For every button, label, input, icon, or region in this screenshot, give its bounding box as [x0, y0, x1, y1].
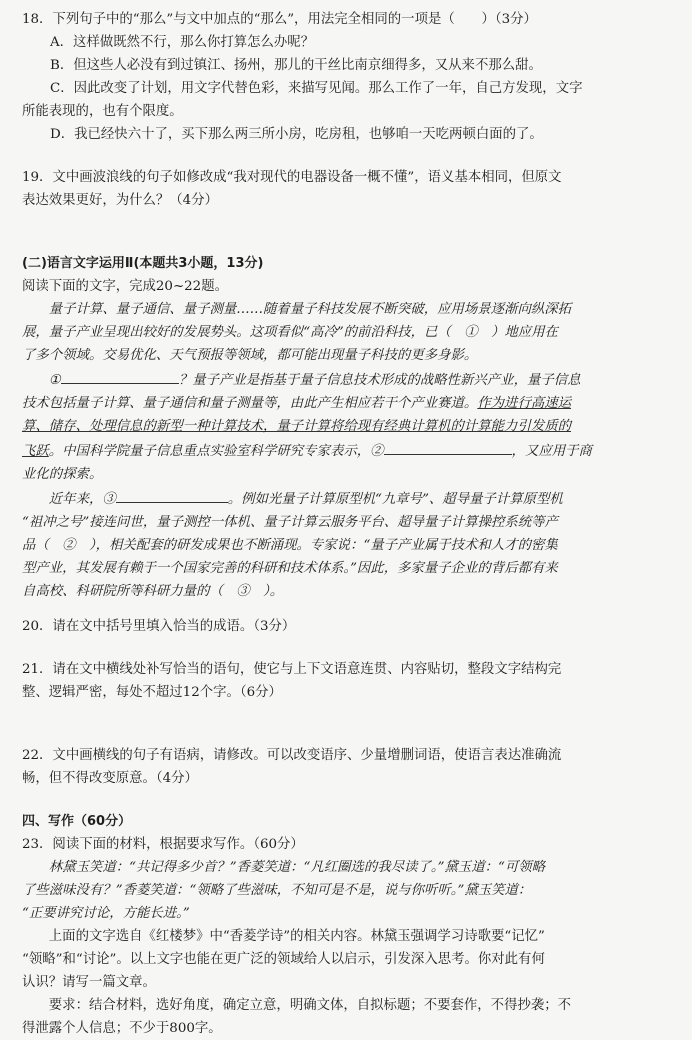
passage-p3-line1: 近年来，③ 。例如光量子计算原型机“九章号”、超导量子计算原型机 — [22, 486, 652, 511]
section2-title: (二)语言文字运用Ⅱ(本题共3小题，13分) — [22, 256, 264, 271]
faulty-sentence-part2: 算、储存、处理信息的新型一种计算技术，量子计算将给现有经典计算机的计算能力引发质的 — [22, 419, 572, 434]
q18-option-b: B．但这些人必没有到过镇江、扬州，那儿的干丝比南京细得多，又从来不那么甜。 — [50, 58, 542, 73]
material-line2: 了些滋味没有？”香菱笑道：“领略了些滋味，不知可是不是，说与你听听。”黛玉笑道： — [22, 883, 532, 898]
q18-option-c-cont: 所能表现的，也有个限度。 — [22, 104, 183, 119]
q22-line1: 22．文中画横线的句子有语病，请修改。可以改变语序、少量增删词语，使语言表达准确流 — [22, 748, 562, 763]
q18-option-d: D．我已经快六十了，买下那么两三所小房，吃房租，也够咱一天吃两顿白面的了。 — [50, 127, 543, 142]
blank-3 — [116, 486, 228, 503]
q19-line1: 19．文中画波浪线的句子如修改成“我对现代的电器设备一概不懂”，语义基本相同，但原文 — [22, 170, 562, 185]
passage-p2-line2: 技术包括量子计算、量子通信和量子测量等，由此产生相应若干个产业赛道。作为进行高速运 — [22, 396, 572, 411]
passage-p1-line3: 了多个领域。交易优化、天气预报等领域，都可能出现量子科技的更多身影。 — [22, 348, 478, 363]
material-line1: 林黛玉笑道：“共记得多少首？”香菱笑道：“凡红圈选的我尽读了。”黛玉道：“可领略 — [48, 860, 545, 875]
passage-p3-line4: 型产业，其发展有赖于一个国家完善的科研和技术体系。”因此，多家量子企业的背后都有来 — [22, 561, 558, 576]
q20: 20．请在文中括号里填入恰当的成语。（3分） — [22, 619, 296, 634]
passage-p1-line2: 展，量子产业呈现出较好的发展势头。这项看似“高冷”的前沿科技，已（ ① ）地应用在 — [22, 325, 558, 340]
material-line3: “正要讲究讨论，方能长进。” — [22, 906, 190, 921]
passage-p2-line1: ① ？量子产业是指基于量子信息技术形成的战略性新兴产业，量子信息 — [22, 367, 652, 392]
passage-p2-line3 — [22, 415, 652, 438]
q22-line2: 畅，但不得改变原意。（4分） — [22, 771, 198, 786]
faulty-sentence-part3: 飞跃 — [22, 444, 49, 459]
note-line1: 上面的文字选自《红楼梦》中“香菱学诗”的相关内容。林黛玉强调学习诗歌要“记忆” — [48, 929, 545, 944]
passage-p3-line5: 自高校、科研院所等科研力量的（ ③ ）。 — [22, 584, 284, 599]
blank-1 — [61, 367, 179, 384]
q18-stem: 18．下列句子中的“那么”与文中加点的“那么”，用法完全相同的一项是（ ）（3分） — [22, 12, 537, 27]
q21-line1: 21．请在文中横线处补写恰当的语句，使它与上下文语意连贯、内容贴切，整段文字结构完 — [22, 662, 562, 677]
section4-title: 四、写作（60分） — [22, 814, 132, 829]
section2-intro: 阅读下面的文字，完成20~22题。 — [22, 279, 228, 294]
q18-option-a: A．这样做既然不行，那么你打算怎么办呢？ — [50, 35, 315, 50]
note-line2: “领略”和“讨论”。以上文字也能在更广泛的领域给人以启示，引发深入思考。你对此有何 — [22, 952, 545, 967]
requirements-line2: 得泄露个人信息；不少于800字。 — [22, 1021, 222, 1036]
passage-p3-line3: 品（ ② ），相关配套的研发成果也不断涌现。专家说：“量子产业属于技术和人才的密集 — [22, 538, 558, 553]
q18-option-c: C．因此改变了计划，用文字代替色彩，来描写见闻。那么工作了一年，自己方发现，文字 — [50, 81, 583, 96]
requirements-line1: 要求：结合材料，选好角度，确定立意，明确文体，自拟标题；不要套作，不得抄袭；不 — [48, 998, 572, 1013]
note-line3: 认识？请写一篇文章。 — [22, 975, 156, 990]
passage-p3-line2: “祖冲之号”接连问世，量子测控一体机、量子计算云服务平台、超导量子计算操控系统等产 — [22, 515, 558, 530]
q23-stem: 23．阅读下面的材料，根据要求写作。（60分） — [22, 837, 304, 852]
passage-p1-line1: 量子计算、量子通信、量子测量……随着量子科技发展不断突破，应用场景逐渐向纵深拓 — [48, 302, 572, 317]
q19-line2: 表达效果更好，为什么？（4分） — [22, 193, 218, 208]
q21-line2: 整、逻辑严密，每处不超过12个字。（6分） — [22, 685, 282, 700]
passage-p2-line4: 飞跃。中国科学院量子信息重点实验室科学研究专家表示，② ，又应用于商 — [22, 438, 652, 463]
faulty-sentence-part1: 作为进行高速运 — [477, 396, 572, 411]
passage-p2-line5: 业化的探索。 — [22, 467, 103, 482]
blank-2 — [384, 438, 512, 455]
